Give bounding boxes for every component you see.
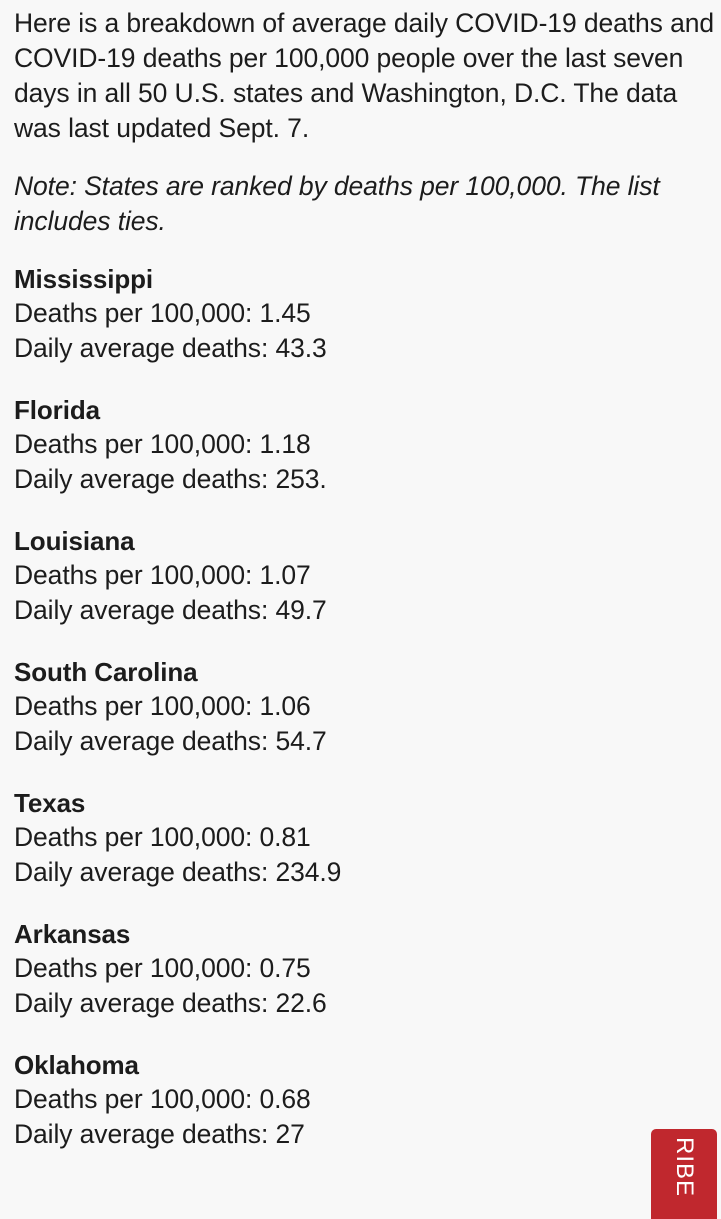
daily-average-deaths: Daily average deaths: 49.7 [14,595,327,625]
deaths-per-100k: Deaths per 100,000: 1.45 [14,298,311,328]
state-name: Mississippi [14,264,154,294]
state-entry [14,1048,714,1152]
deaths-per-100k: Deaths per 100,000: 1.07 [14,560,311,590]
state-entry [14,786,714,890]
daily-average-deaths: Daily average deaths: 22.6 [14,988,327,1018]
daily-average-deaths: Daily average deaths: 253. [14,464,327,494]
state-entry [14,655,714,759]
state-name: Louisiana [14,526,135,556]
deaths-per-100k: Deaths per 100,000: 0.81 [14,822,311,852]
state-list [14,262,714,1152]
state-name: Arkansas [14,919,131,949]
subscribe-button[interactable] [651,1129,717,1219]
deaths-per-100k: Deaths per 100,000: 1.06 [14,691,311,721]
daily-average-deaths: Daily average deaths: 234.9 [14,857,342,887]
state-entry [14,524,714,628]
subscribe-label: RIBE [671,1137,698,1198]
deaths-per-100k: Deaths per 100,000: 0.68 [14,1084,311,1114]
daily-average-deaths: Daily average deaths: 54.7 [14,726,327,756]
state-entry [14,262,714,366]
daily-average-deaths: Daily average deaths: 27 [14,1119,305,1149]
daily-average-deaths: Daily average deaths: 43.3 [14,333,327,363]
state-name: Florida [14,395,100,425]
state-entry [14,917,714,1021]
deaths-per-100k: Deaths per 100,000: 0.75 [14,953,311,983]
article-body [14,6,714,1179]
deaths-per-100k: Deaths per 100,000: 1.18 [14,429,311,459]
intro-paragraph: Here is a breakdown of average daily COVID-19 deaths and COVID-19 deaths per 100,000 people over the last seven days in all 50 U.S. states and Washington, D.C. The data was last updated Sept. 7. [14,8,714,143]
state-name: Texas [14,788,86,818]
note-paragraph: Note: States are ranked by deaths per 100,000. The list includes ties. [14,171,660,236]
state-entry [14,393,714,497]
state-name: South Carolina [14,657,198,687]
state-name: Oklahoma [14,1050,139,1080]
